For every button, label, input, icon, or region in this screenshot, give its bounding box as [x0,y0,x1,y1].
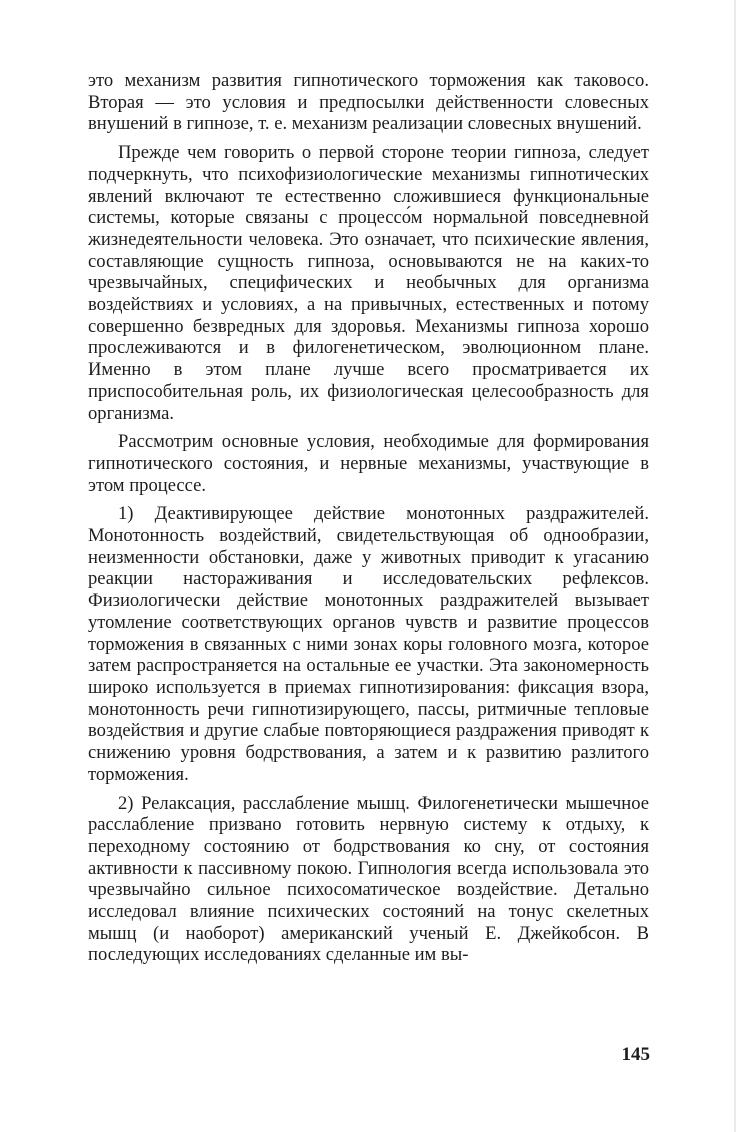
paragraph-2: Прежде чем говорить о первой стороне теории гипноза, следует подчеркнуть, что психофизиологические механизмы гипнотических явлений включают те естественно сложившиеся функциональные системы, которые связаны с процессо́м нормальной повседневной жизнедеятельности человека. Это означает, что психические явления, составляющие сущность гипноза, основываются не на каких-то чрезвычайных, специфических и необычных для организма воздействиях и условиях, а на привычных, естественных и потому совершенно безвредных для здоровья. Механизмы гипноза хорошо прослеживаются и в филогенетическом, эволюционном плане. Именно в этом плане лучше всего просматривается их приспособительная роль, их физиологическая целесообразность для организма. [88,142,649,424]
paragraph-5: 2) Релаксация, расслабление мышц. Филогенетически мышечное расслабление призвано готовить нервную систему к отдыху, к переходному состоянию от бодрствования ко сну, от состояния активности к пассивному покою. Гипнология всегда использовала это чрезвычайно сильное психосоматическое воздействие. Детально исследовал влияние психических состояний на тонус скелетных мышц (и наоборот) американский ученый Е. Джейкобсон. В последующих исследованиях сделанные им вы- [88,792,649,966]
page-body [88,70,649,973]
page-number: 145 [621,1044,650,1065]
paragraph-3: Рассмотрим основные условия, необходимые для формирования гипнотического состояния, и нервные механизмы, участвующие в этом процессе. [88,431,649,496]
paragraph-4: 1) Деактивирующее действие монотонных раздражителей. Монотонность воздействий, свидетельствующая об однообразии, неизменности обстановки, даже у животных приводит к угасанию реакции настораживания и исследовательских рефлексов. Физиологически действие монотонных раздражителей вызывает утомление соответствующих органов чувств и развитие процессов торможения в связанных с ними зонах коры головного мозга, которое затем распространяется на остальные ее участки. Эта закономерность широко используется в приемах гипнотизирования: фиксация взора, монотонность речи гипнотизирующего, пассы, ритмичные тепловые воздействия и другие слабые повторяющиеся раздражения приводят к снижению уровня бодрствования, а затем и к развитию разлитого торможения. [88,503,649,785]
paragraph-1: это механизм развития гипнотического торможения как таковосо. Вторая — это условия и предпосылки действенности словесных внушений в гипнозе, т. е. механизм реализации словесных внушений. [88,70,649,135]
